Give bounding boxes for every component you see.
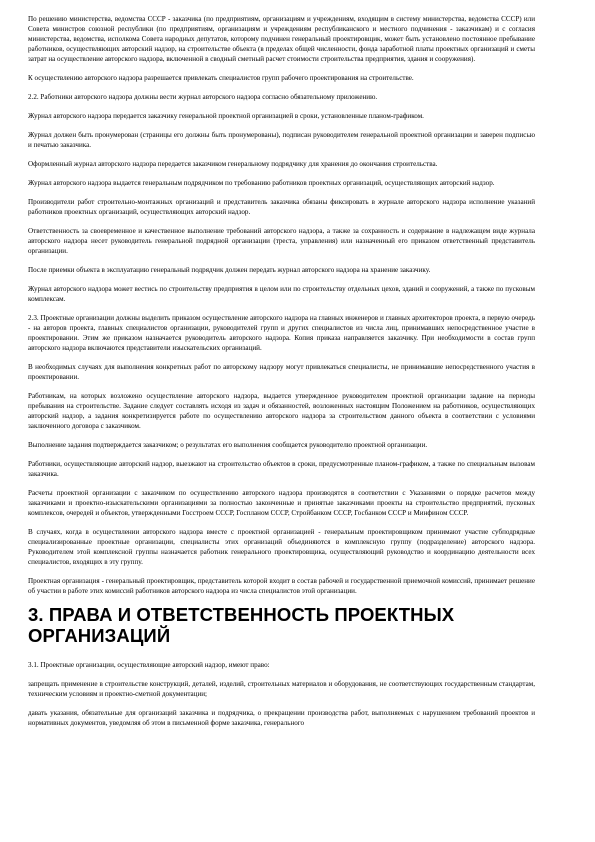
paragraph: По решению министерства, ведомства СССР - заказчика (по предприятиям, организациям и учреждениям, входящим в систему министерства, ведомства СССР) или Совета министров союзной республики (по предприятиям, организациям и учреждениям республиканского и местного подчинения - заказчикам) и с согласия министерства, ведомства, исполкома Совета народных депутатов, которому подчинен генеральный проектировщик, может быть установлено постоянное пребывание работников, осуществляющих авторский надзор, на строительстве объекта (в пределах общей численности, фонда заработной платы проектных организаций и сметы затрат на осуществление авторского надзора, включенной в сводный сметный расчет стоимости строительства предприятия, здания и сооружения).	[28, 15, 535, 63]
paragraph: Работникам, на которых возложено осуществление авторского надзора, выдается утвержденное руководителем проектной организации задание на периоды пребывания на строительстве. Задание следует составлять исходя из задач и обязанностей, возложенных настоящим Положением на работников, осуществляющих авторский надзор, а задания конкретизируется работе по осуществлению авторского надзора за строительством данного объекта в соответствии с условиями заключенного договора с заказчиком.	[28, 392, 535, 430]
paragraph: 2.3. Проектные организации должны выделить приказом осуществление авторского надзора на главных инженеров и главных архитекторов проекта, в первую очередь - на авторов проекта, главных специалистов организации, руководителей групп и других специалистов из числа лиц, принимавших непосредственное участие в проектировании. Этим же приказом назначается руководитель авторского надзора. Копия приказа направляется заказчику. При необходимости в состав групп авторского надзора включаются представители изыскательских организаций.	[28, 314, 535, 352]
paragraph: Расчеты проектной организации с заказчиком по осуществлению авторского надзора производятся в соответствии с Указаниями о порядке расчетов между заказчиками и проектно-изыскательскими организациями за полностью законченные и принятые заказчиками проекты на строительство предприятий, пусковых комплексов, очередей и объектов, утвержденными Госстроем СССР, Госпланом СССР, Стройбанком СССР, Госбанком СССР и Минфином СССР.	[28, 489, 535, 517]
paragraph: Выполнение задания подтверждается заказчиком; о результатах его выполнения сообщается руководителю проектной организации.	[28, 441, 428, 449]
paragraph: Проектная организация - генеральный проектировщик, представитель которой входит в состав рабочей и государственной приемочной комиссий, принимает решение об участии в работе этих комиссий работников авторского надзора из числа специалистов этой организации.	[28, 577, 535, 595]
paragraph: давать указания, обязательные для организаций заказчика и подрядчика, о прекращении производства работ, выполняемых с нарушением требований проектов и нормативных документов, уведомляя об этом в письменной форме заказчика, генерального	[28, 709, 535, 727]
paragraph: К осуществлению авторского надзора разрешается привлекать специалистов групп рабочего проектирования на строительстве.	[28, 74, 414, 82]
paragraph: Журнал авторского надзора передается заказчику генеральной проектной организацией в сроки, установленные планом-графиком.	[28, 112, 424, 120]
paragraph: 2.2. Работники авторского надзора должны вести журнал авторского надзора согласно обязательному приложению.	[28, 93, 378, 101]
paragraph: Ответственность за своевременное и качественное выполнение требований авторского надзора, а также за сохранность и содержание в надлежащем виде журнала авторского надзора несет руководитель генеральной подрядной организации (треста, управления) или назначенный его приказом ответственный представитель организации.	[28, 227, 535, 255]
paragraph: Оформленный журнал авторского надзора передается заказчиком генеральному подрядчику для хранения до окончания строительства.	[28, 160, 438, 168]
paragraph: Журнал авторского надзора может вестись по строительству предприятия в целом или по строительству отдельных цехов, зданий и сооружений, а также по пусковым комплексам.	[28, 285, 535, 303]
paragraph: Журнал авторского надзора выдается генеральным подрядчиком по требованию работников проектных организаций, осуществляющих авторский надзор.	[28, 179, 495, 187]
paragraphs-top	[28, 14, 535, 596]
paragraph: В случаях, когда в осуществлении авторского надзора вместе с проектной организацией - генеральным проектировщиком принимают участие субподрядные специализированные проектные организации, специалисты этих организаций объединяются в комплексную группу (подразделение) авторского надзора. Руководителем этой комплексной группы назначается работник генерального проектировщика, осуществляющий руководство и координацию деятельности всех специалистов, входящих в эту группу.	[28, 528, 535, 566]
paragraph: запрещать применение в строительстве конструкций, деталей, изделий, строительных материалов и оборудования, не соответствующих государственным стандартам, техническим условиям и проектно-сметной документации;	[28, 680, 535, 698]
paragraphs-bottom	[28, 660, 535, 728]
paragraph: Производители работ строительно-монтажных организаций и представитель заказчика обязаны фиксировать в журнале авторского надзора исполнение указаний работников проектных организаций, осуществляющих авторский надзор.	[28, 198, 535, 216]
paragraph: Журнал должен быть пронумерован (страницы его должны быть пронумерованы), подписан руководителем генеральной проектной организации и заверен подписью и печатью заказчика.	[28, 131, 535, 149]
paragraph: Работники, осуществляющие авторский надзор, выезжают на строительство объектов в сроки, предусмотренные планом-графиком, а также по специальным вызовам заказчика.	[28, 460, 535, 478]
paragraph: 3.1. Проектные организации, осуществляющие авторский надзор, имеют право:	[28, 661, 270, 669]
section-heading: 3. ПРАВА И ОТВЕТСТВЕННОСТЬ ПРОЕКТНЫХ ОРГАНИЗАЦИЙ	[28, 604, 455, 646]
paragraph: После приемки объекта в эксплуатацию генеральный подрядчик должен передать журнал авторского надзора на хранение заказчику.	[28, 266, 431, 274]
paragraph: В необходимых случаях для выполнения конкретных работ по авторскому надзору могут привлекаться специалисты, не принимавшие непосредственного участия в проектировании.	[28, 363, 535, 381]
